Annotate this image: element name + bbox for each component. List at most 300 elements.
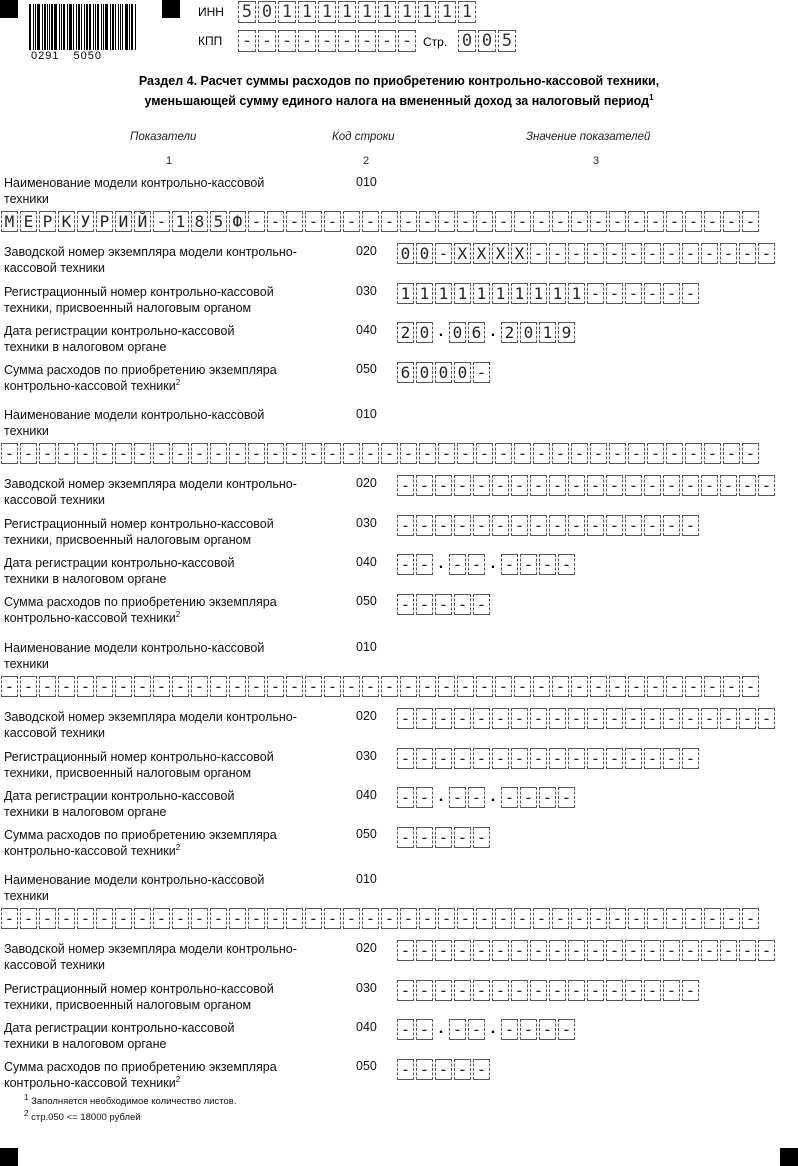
character-cell[interactable]: - xyxy=(701,708,718,729)
character-cell[interactable]: - xyxy=(533,443,550,464)
kpp-field[interactable] xyxy=(238,30,416,52)
character-cell[interactable]: 1 xyxy=(278,1,296,23)
character-cell[interactable]: 1 xyxy=(539,322,556,343)
character-cell[interactable]: 1 xyxy=(530,283,547,304)
character-cell[interactable]: - xyxy=(511,748,528,769)
date-y-cells[interactable] xyxy=(501,322,575,343)
character-cell[interactable]: - xyxy=(663,475,680,496)
character-cell[interactable]: - xyxy=(397,827,414,848)
character-cell[interactable]: - xyxy=(400,211,417,232)
character-cell[interactable]: - xyxy=(397,940,414,961)
date-d-cells[interactable] xyxy=(397,1019,433,1040)
character-cell[interactable]: 1 xyxy=(458,1,476,23)
character-cell[interactable]: 5 xyxy=(238,1,256,23)
character-cell[interactable]: - xyxy=(628,676,645,697)
character-cell[interactable]: - xyxy=(628,443,645,464)
character-cell[interactable]: 0 xyxy=(478,30,496,52)
character-cell[interactable]: - xyxy=(438,211,455,232)
character-cell[interactable]: - xyxy=(229,676,246,697)
character-cell[interactable]: - xyxy=(701,243,718,264)
character-cell[interactable]: - xyxy=(473,594,490,615)
character-cell[interactable]: - xyxy=(400,676,417,697)
serial-number-field-block-3[interactable] xyxy=(397,708,775,729)
character-cell[interactable]: - xyxy=(248,676,265,697)
character-cell[interactable]: - xyxy=(549,980,566,1001)
character-cell[interactable]: 1 xyxy=(378,1,396,23)
character-cell[interactable]: - xyxy=(324,676,341,697)
date-m-cells[interactable] xyxy=(449,554,485,575)
character-cell[interactable]: - xyxy=(435,827,452,848)
character-cell[interactable]: - xyxy=(191,908,208,929)
character-cell[interactable]: 2 xyxy=(397,322,414,343)
character-cell[interactable]: - xyxy=(454,827,471,848)
character-cell[interactable]: 1 xyxy=(416,283,433,304)
character-cell[interactable]: - xyxy=(701,475,718,496)
character-cell[interactable]: - xyxy=(435,594,452,615)
character-cell[interactable]: 1 xyxy=(397,283,414,304)
character-cell[interactable]: - xyxy=(398,30,416,52)
character-cell[interactable]: - xyxy=(419,676,436,697)
character-cell[interactable]: - xyxy=(438,908,455,929)
model-name-field-block-4[interactable] xyxy=(1,908,759,929)
character-cell[interactable]: - xyxy=(685,211,702,232)
character-cell[interactable]: - xyxy=(454,515,471,536)
character-cell[interactable]: - xyxy=(758,243,775,264)
character-cell[interactable]: - xyxy=(520,554,537,575)
character-cell[interactable]: - xyxy=(457,908,474,929)
serial-number-field-block-2[interactable] xyxy=(397,475,775,496)
character-cell[interactable]: - xyxy=(606,748,623,769)
character-cell[interactable]: - xyxy=(685,676,702,697)
character-cell[interactable]: - xyxy=(552,211,569,232)
character-cell[interactable]: - xyxy=(514,676,531,697)
character-cell[interactable]: - xyxy=(381,676,398,697)
character-cell[interactable]: - xyxy=(20,908,37,929)
character-cell[interactable]: - xyxy=(558,787,575,808)
character-cell[interactable]: 1 xyxy=(398,1,416,23)
character-cell[interactable]: - xyxy=(134,443,151,464)
character-cell[interactable]: - xyxy=(286,211,303,232)
character-cell[interactable]: 1 xyxy=(358,1,376,23)
character-cell[interactable]: - xyxy=(644,708,661,729)
character-cell[interactable]: - xyxy=(267,908,284,929)
character-cell[interactable]: - xyxy=(666,443,683,464)
character-cell[interactable]: - xyxy=(438,676,455,697)
registration-number-field-block-4[interactable] xyxy=(397,980,699,1001)
registration-date-field-block-2[interactable] xyxy=(397,554,575,575)
serial-number-field-block-4[interactable] xyxy=(397,940,775,961)
character-cell[interactable]: - xyxy=(492,708,509,729)
character-cell[interactable]: - xyxy=(435,475,452,496)
character-cell[interactable]: - xyxy=(134,676,151,697)
character-cell[interactable]: 0 xyxy=(416,362,433,383)
character-cell[interactable]: - xyxy=(511,475,528,496)
character-cell[interactable]: - xyxy=(343,211,360,232)
character-cell[interactable]: - xyxy=(539,554,556,575)
character-cell[interactable]: - xyxy=(533,676,550,697)
character-cell[interactable]: - xyxy=(492,515,509,536)
character-cell[interactable]: - xyxy=(454,594,471,615)
character-cell[interactable]: 1 xyxy=(454,283,471,304)
character-cell[interactable]: - xyxy=(587,515,604,536)
character-cell[interactable]: - xyxy=(590,676,607,697)
character-cell[interactable]: Е xyxy=(20,211,37,232)
character-cell[interactable]: - xyxy=(587,283,604,304)
character-cell[interactable]: - xyxy=(172,443,189,464)
character-cell[interactable]: - xyxy=(305,676,322,697)
character-cell[interactable]: - xyxy=(644,980,661,1001)
character-cell[interactable]: - xyxy=(495,443,512,464)
character-cell[interactable]: - xyxy=(758,475,775,496)
character-cell[interactable]: - xyxy=(397,980,414,1001)
character-cell[interactable]: - xyxy=(587,708,604,729)
character-cell[interactable]: - xyxy=(419,443,436,464)
character-cell[interactable]: X xyxy=(473,243,490,264)
character-cell[interactable]: - xyxy=(381,443,398,464)
character-cell[interactable]: - xyxy=(682,940,699,961)
character-cell[interactable]: - xyxy=(378,30,396,52)
character-cell[interactable]: - xyxy=(248,211,265,232)
character-cell[interactable]: - xyxy=(742,443,759,464)
character-cell[interactable]: - xyxy=(454,708,471,729)
character-cell[interactable]: - xyxy=(58,676,75,697)
character-cell[interactable]: 0 xyxy=(416,243,433,264)
character-cell[interactable]: - xyxy=(571,908,588,929)
character-cell[interactable]: - xyxy=(647,211,664,232)
character-cell[interactable]: - xyxy=(476,908,493,929)
character-cell[interactable]: 0 xyxy=(397,243,414,264)
character-cell[interactable]: 1 xyxy=(492,283,509,304)
character-cell[interactable]: - xyxy=(606,243,623,264)
character-cell[interactable]: - xyxy=(473,475,490,496)
character-cell[interactable]: - xyxy=(435,708,452,729)
character-cell[interactable]: - xyxy=(758,940,775,961)
character-cell[interactable]: - xyxy=(533,908,550,929)
character-cell[interactable]: - xyxy=(511,980,528,1001)
character-cell[interactable]: - xyxy=(644,748,661,769)
character-cell[interactable]: - xyxy=(625,515,642,536)
character-cell[interactable]: - xyxy=(558,554,575,575)
character-cell[interactable]: - xyxy=(324,211,341,232)
date-y-cells[interactable] xyxy=(501,1019,575,1040)
character-cell[interactable]: - xyxy=(739,940,756,961)
character-cell[interactable]: - xyxy=(663,243,680,264)
character-cell[interactable]: - xyxy=(397,787,414,808)
character-cell[interactable]: - xyxy=(704,211,721,232)
character-cell[interactable]: - xyxy=(1,676,18,697)
character-cell[interactable]: - xyxy=(324,443,341,464)
character-cell[interactable]: - xyxy=(492,475,509,496)
character-cell[interactable]: - xyxy=(96,908,113,929)
character-cell[interactable]: 1 xyxy=(438,1,456,23)
character-cell[interactable]: - xyxy=(685,443,702,464)
character-cell[interactable]: - xyxy=(397,594,414,615)
character-cell[interactable]: - xyxy=(77,676,94,697)
character-cell[interactable]: - xyxy=(416,475,433,496)
character-cell[interactable]: 6 xyxy=(468,322,485,343)
character-cell[interactable]: - xyxy=(476,676,493,697)
expense-amount-field-block-3[interactable] xyxy=(397,827,490,848)
character-cell[interactable]: - xyxy=(723,211,740,232)
character-cell[interactable]: - xyxy=(587,243,604,264)
character-cell[interactable]: - xyxy=(625,940,642,961)
character-cell[interactable]: - xyxy=(644,515,661,536)
character-cell[interactable]: 8 xyxy=(191,211,208,232)
character-cell[interactable]: - xyxy=(666,676,683,697)
character-cell[interactable]: 0 xyxy=(458,30,476,52)
character-cell[interactable]: - xyxy=(568,475,585,496)
character-cell[interactable]: - xyxy=(1,443,18,464)
character-cell[interactable]: - xyxy=(530,243,547,264)
character-cell[interactable]: - xyxy=(153,676,170,697)
character-cell[interactable]: - xyxy=(530,748,547,769)
character-cell[interactable]: - xyxy=(682,748,699,769)
date-m-cells[interactable] xyxy=(449,787,485,808)
character-cell[interactable]: - xyxy=(514,443,531,464)
character-cell[interactable]: 0 xyxy=(258,1,276,23)
character-cell[interactable]: - xyxy=(723,443,740,464)
character-cell[interactable]: - xyxy=(134,908,151,929)
character-cell[interactable]: - xyxy=(435,515,452,536)
character-cell[interactable]: - xyxy=(1,908,18,929)
character-cell[interactable]: - xyxy=(58,908,75,929)
character-cell[interactable]: - xyxy=(343,676,360,697)
character-cell[interactable]: - xyxy=(416,748,433,769)
character-cell[interactable]: - xyxy=(568,243,585,264)
character-cell[interactable]: - xyxy=(324,908,341,929)
character-cell[interactable]: - xyxy=(449,554,466,575)
character-cell[interactable]: - xyxy=(476,443,493,464)
character-cell[interactable]: - xyxy=(492,940,509,961)
character-cell[interactable]: - xyxy=(267,443,284,464)
character-cell[interactable]: - xyxy=(438,443,455,464)
registration-date-field-block-3[interactable] xyxy=(397,787,575,808)
character-cell[interactable]: - xyxy=(625,980,642,1001)
character-cell[interactable]: - xyxy=(381,908,398,929)
character-cell[interactable]: - xyxy=(416,827,433,848)
character-cell[interactable]: - xyxy=(454,1059,471,1080)
character-cell[interactable]: К xyxy=(58,211,75,232)
character-cell[interactable]: - xyxy=(191,676,208,697)
character-cell[interactable]: - xyxy=(682,475,699,496)
character-cell[interactable]: - xyxy=(666,908,683,929)
character-cell[interactable]: - xyxy=(153,908,170,929)
character-cell[interactable]: 0 xyxy=(416,322,433,343)
registration-date-field-block-1[interactable] xyxy=(397,322,575,343)
character-cell[interactable]: - xyxy=(701,940,718,961)
character-cell[interactable]: - xyxy=(397,708,414,729)
model-name-field-block-3[interactable] xyxy=(1,676,759,697)
expense-amount-field-block-4[interactable] xyxy=(397,1059,490,1080)
character-cell[interactable]: - xyxy=(96,676,113,697)
character-cell[interactable]: - xyxy=(501,787,518,808)
character-cell[interactable]: - xyxy=(663,980,680,1001)
character-cell[interactable]: - xyxy=(514,211,531,232)
character-cell[interactable]: - xyxy=(568,980,585,1001)
page-number-field[interactable] xyxy=(458,30,516,52)
character-cell[interactable]: 0 xyxy=(454,362,471,383)
character-cell[interactable]: - xyxy=(571,676,588,697)
character-cell[interactable]: - xyxy=(720,475,737,496)
character-cell[interactable]: 1 xyxy=(511,283,528,304)
character-cell[interactable]: - xyxy=(552,908,569,929)
character-cell[interactable]: 6 xyxy=(397,362,414,383)
character-cell[interactable]: - xyxy=(318,30,336,52)
character-cell[interactable]: - xyxy=(742,211,759,232)
character-cell[interactable]: - xyxy=(625,243,642,264)
character-cell[interactable]: - xyxy=(606,980,623,1001)
character-cell[interactable]: - xyxy=(606,283,623,304)
character-cell[interactable]: - xyxy=(397,1019,414,1040)
character-cell[interactable]: - xyxy=(298,30,316,52)
character-cell[interactable]: - xyxy=(258,30,276,52)
character-cell[interactable]: - xyxy=(511,940,528,961)
character-cell[interactable]: - xyxy=(685,908,702,929)
character-cell[interactable]: - xyxy=(397,554,414,575)
character-cell[interactable]: - xyxy=(473,827,490,848)
character-cell[interactable]: - xyxy=(416,594,433,615)
character-cell[interactable]: 5 xyxy=(210,211,227,232)
registration-date-field-block-4[interactable] xyxy=(397,1019,575,1040)
character-cell[interactable]: - xyxy=(644,283,661,304)
character-cell[interactable]: - xyxy=(229,443,246,464)
character-cell[interactable]: - xyxy=(362,443,379,464)
character-cell[interactable]: - xyxy=(210,676,227,697)
character-cell[interactable]: - xyxy=(400,908,417,929)
character-cell[interactable]: - xyxy=(191,443,208,464)
character-cell[interactable]: 1 xyxy=(568,283,585,304)
date-y-cells[interactable] xyxy=(501,554,575,575)
character-cell[interactable]: - xyxy=(571,211,588,232)
character-cell[interactable]: - xyxy=(267,676,284,697)
character-cell[interactable]: - xyxy=(568,940,585,961)
character-cell[interactable]: - xyxy=(362,211,379,232)
character-cell[interactable]: - xyxy=(468,554,485,575)
character-cell[interactable]: - xyxy=(742,908,759,929)
character-cell[interactable]: - xyxy=(96,443,113,464)
character-cell[interactable]: - xyxy=(468,1019,485,1040)
character-cell[interactable]: - xyxy=(468,787,485,808)
character-cell[interactable]: - xyxy=(739,475,756,496)
character-cell[interactable]: 0 xyxy=(520,322,537,343)
character-cell[interactable]: - xyxy=(39,443,56,464)
character-cell[interactable]: - xyxy=(720,243,737,264)
character-cell[interactable]: - xyxy=(644,475,661,496)
character-cell[interactable]: - xyxy=(397,748,414,769)
character-cell[interactable]: - xyxy=(520,787,537,808)
character-cell[interactable]: - xyxy=(416,1059,433,1080)
character-cell[interactable]: - xyxy=(530,475,547,496)
character-cell[interactable]: - xyxy=(77,908,94,929)
character-cell[interactable]: 9 xyxy=(558,322,575,343)
character-cell[interactable]: - xyxy=(278,30,296,52)
character-cell[interactable]: - xyxy=(495,676,512,697)
character-cell[interactable]: - xyxy=(362,908,379,929)
character-cell[interactable]: X xyxy=(454,243,471,264)
character-cell[interactable]: - xyxy=(172,676,189,697)
character-cell[interactable]: Й xyxy=(134,211,151,232)
character-cell[interactable]: - xyxy=(704,676,721,697)
character-cell[interactable]: - xyxy=(419,211,436,232)
character-cell[interactable]: - xyxy=(530,515,547,536)
registration-number-field-block-2[interactable] xyxy=(397,515,699,536)
character-cell[interactable]: - xyxy=(115,443,132,464)
character-cell[interactable]: - xyxy=(58,443,75,464)
character-cell[interactable]: - xyxy=(720,708,737,729)
character-cell[interactable]: - xyxy=(628,211,645,232)
character-cell[interactable]: - xyxy=(625,748,642,769)
character-cell[interactable]: - xyxy=(606,940,623,961)
character-cell[interactable]: - xyxy=(625,475,642,496)
character-cell[interactable]: - xyxy=(609,908,626,929)
character-cell[interactable]: - xyxy=(530,708,547,729)
character-cell[interactable]: - xyxy=(549,940,566,961)
date-d-cells[interactable] xyxy=(397,322,433,343)
character-cell[interactable]: - xyxy=(539,1019,556,1040)
character-cell[interactable]: - xyxy=(758,708,775,729)
character-cell[interactable]: - xyxy=(549,475,566,496)
model-name-field-block-1[interactable] xyxy=(1,211,759,232)
character-cell[interactable]: - xyxy=(476,211,493,232)
character-cell[interactable]: - xyxy=(723,676,740,697)
character-cell[interactable]: 1 xyxy=(338,1,356,23)
inn-field[interactable] xyxy=(238,1,476,23)
character-cell[interactable]: - xyxy=(343,908,360,929)
character-cell[interactable]: - xyxy=(552,676,569,697)
character-cell[interactable]: - xyxy=(153,211,170,232)
character-cell[interactable]: - xyxy=(590,443,607,464)
character-cell[interactable]: - xyxy=(571,443,588,464)
character-cell[interactable]: - xyxy=(647,676,664,697)
character-cell[interactable]: - xyxy=(473,748,490,769)
character-cell[interactable]: - xyxy=(20,676,37,697)
character-cell[interactable]: - xyxy=(492,980,509,1001)
character-cell[interactable]: - xyxy=(495,908,512,929)
character-cell[interactable]: - xyxy=(416,1019,433,1040)
character-cell[interactable]: - xyxy=(416,708,433,729)
date-d-cells[interactable] xyxy=(397,554,433,575)
character-cell[interactable]: 5 xyxy=(498,30,516,52)
character-cell[interactable]: - xyxy=(644,940,661,961)
character-cell[interactable]: 1 xyxy=(318,1,336,23)
character-cell[interactable]: - xyxy=(473,1059,490,1080)
character-cell[interactable]: - xyxy=(435,1059,452,1080)
character-cell[interactable]: - xyxy=(587,940,604,961)
character-cell[interactable]: - xyxy=(590,211,607,232)
character-cell[interactable]: - xyxy=(39,676,56,697)
character-cell[interactable]: - xyxy=(338,30,356,52)
character-cell[interactable]: Р xyxy=(96,211,113,232)
character-cell[interactable]: - xyxy=(739,243,756,264)
character-cell[interactable]: 1 xyxy=(298,1,316,23)
character-cell[interactable]: - xyxy=(552,443,569,464)
expense-amount-field-block-2[interactable] xyxy=(397,594,490,615)
character-cell[interactable]: - xyxy=(400,443,417,464)
character-cell[interactable]: - xyxy=(587,475,604,496)
character-cell[interactable]: - xyxy=(238,30,256,52)
character-cell[interactable]: - xyxy=(286,443,303,464)
character-cell[interactable]: - xyxy=(704,443,721,464)
date-y-cells[interactable] xyxy=(501,787,575,808)
character-cell[interactable]: - xyxy=(449,1019,466,1040)
character-cell[interactable]: - xyxy=(435,748,452,769)
character-cell[interactable]: - xyxy=(609,443,626,464)
model-name-field-block-2[interactable] xyxy=(1,443,759,464)
character-cell[interactable]: - xyxy=(663,708,680,729)
expense-amount-field-block-1[interactable] xyxy=(397,362,490,383)
character-cell[interactable]: - xyxy=(501,1019,518,1040)
character-cell[interactable]: - xyxy=(358,30,376,52)
